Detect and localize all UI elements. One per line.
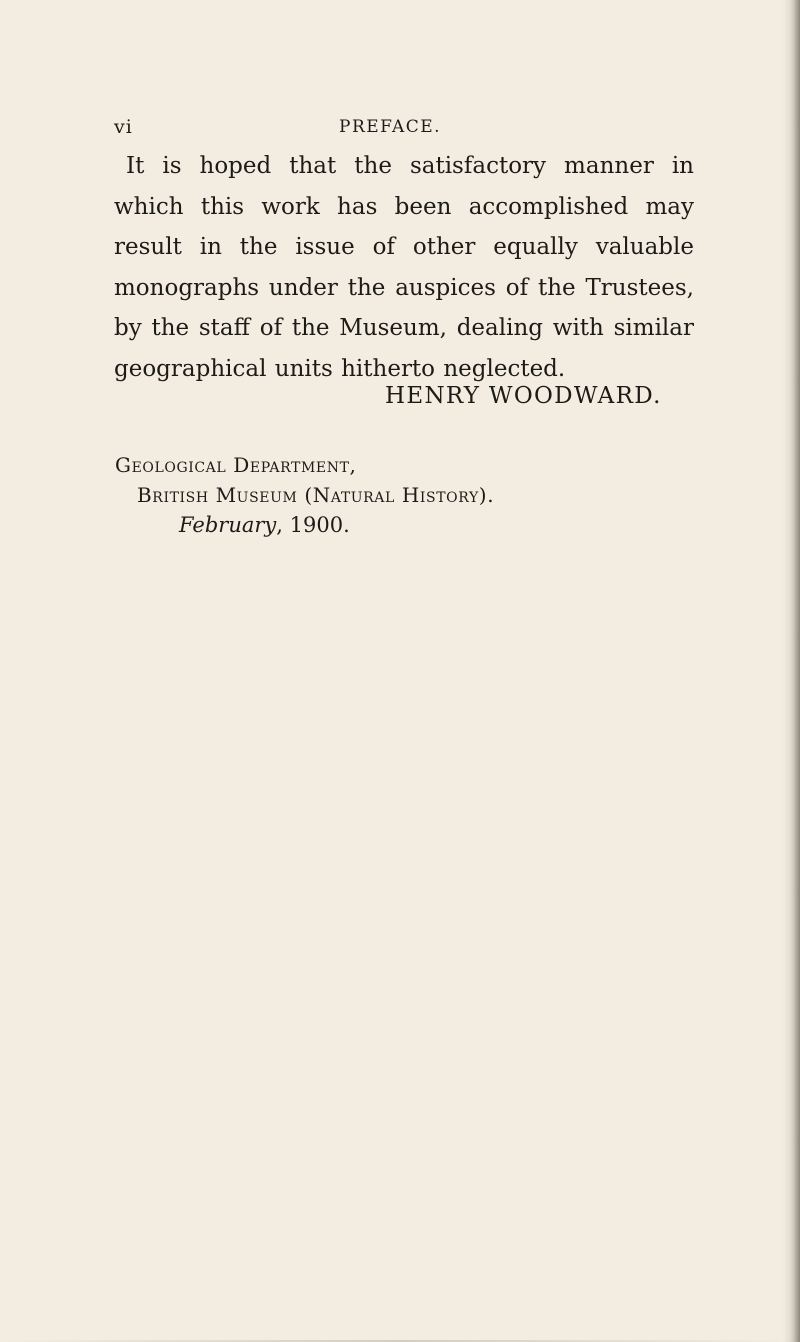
address-line-date: [115, 510, 494, 540]
running-head: PREFACE.: [339, 117, 442, 137]
page-number: vi: [114, 116, 133, 138]
date-year: , 1900.: [276, 513, 350, 537]
address-block: [115, 450, 494, 540]
address-line-museum: British Museum (Natural History).: [137, 483, 495, 507]
signature-name: HENRY WOODWARD.: [385, 383, 662, 409]
page-header: [114, 114, 694, 140]
body-paragraph: It is hoped that the satisfactory manner in which this work has been accomplished may result in the issue of other equally valuable monographs under the auspices of the Trustees, by the staff of the Museum, dealing with similar geographical units hitherto neglected.: [114, 153, 694, 382]
date-month: February: [179, 513, 277, 537]
address-line-department: Geological Department,: [115, 453, 357, 477]
page-edge-shadow: [790, 0, 800, 1342]
